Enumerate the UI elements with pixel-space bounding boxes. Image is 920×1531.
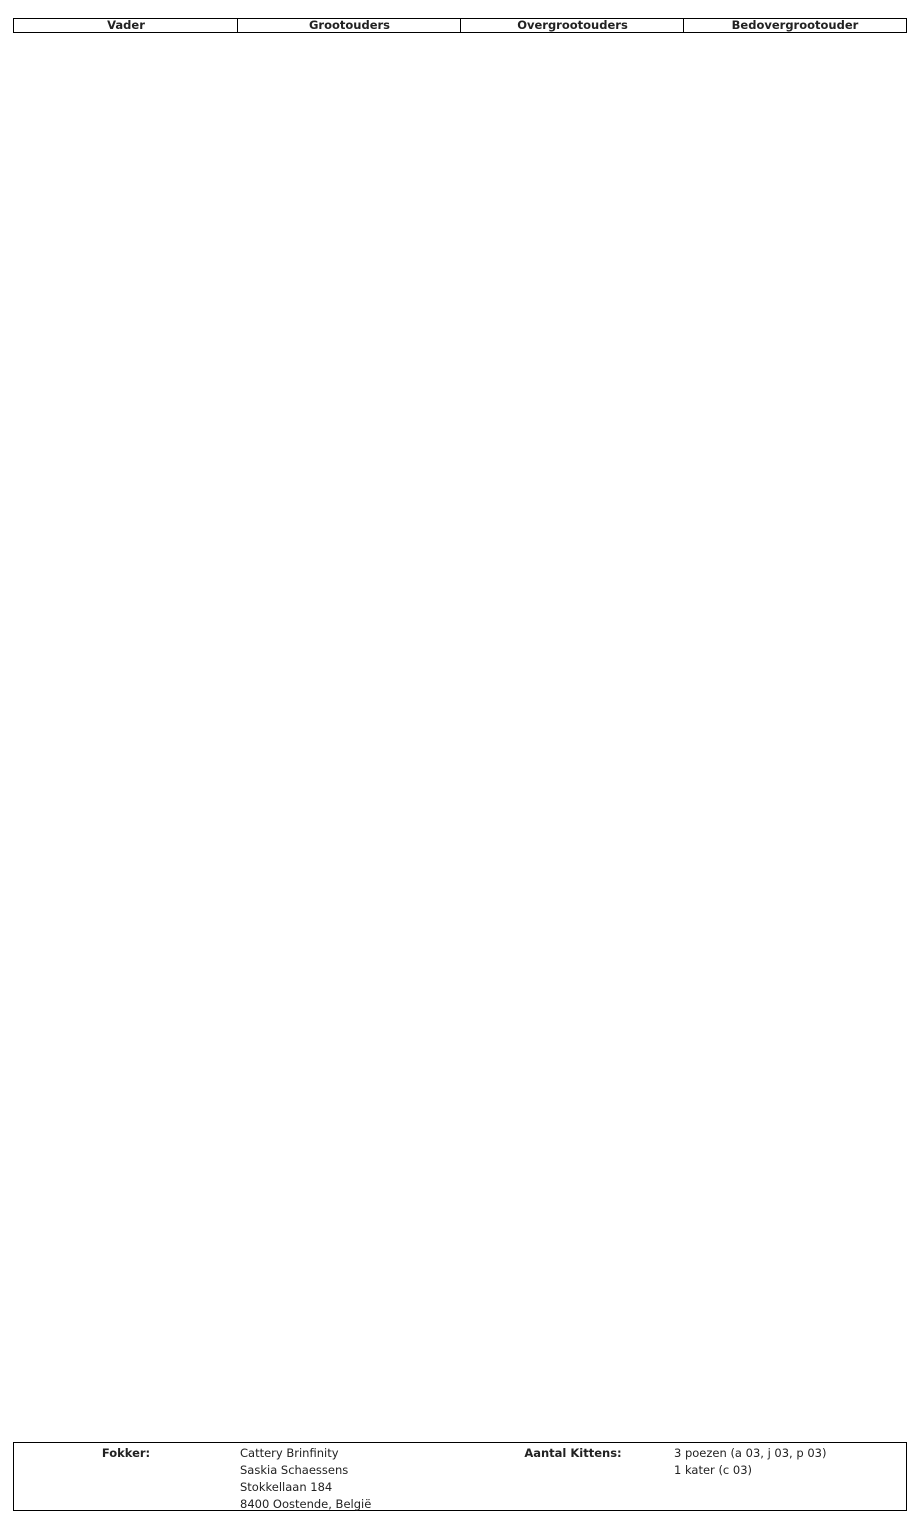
- kittens-line-1: 3 poezen (a 03, j 03, p 03): [674, 1446, 827, 1460]
- breeder-line-4: 8400 Oostende, België: [240, 1497, 372, 1511]
- breeder-info-box: [13, 1442, 907, 1511]
- breeder-line-1: Cattery Brinfinity: [240, 1446, 339, 1460]
- kittens-label: Aantal Kittens:: [524, 1446, 622, 1460]
- breeder-line-3: Stokkellaan 184: [240, 1480, 333, 1494]
- father-header-col-3: Bedovergrootouder: [683, 18, 907, 33]
- breeder-label: Fokker:: [101, 1446, 151, 1460]
- breeder-line-2: Saskia Schaessens: [240, 1463, 349, 1477]
- father-header-col-1: Grootouders: [237, 18, 461, 33]
- pedigree-table: [13, 18, 907, 1426]
- kittens-line-2: 1 kater (c 03): [674, 1463, 753, 1477]
- father-header-col-2: Overgrootouders: [460, 18, 684, 33]
- father-header-col-0: Vader: [13, 18, 238, 33]
